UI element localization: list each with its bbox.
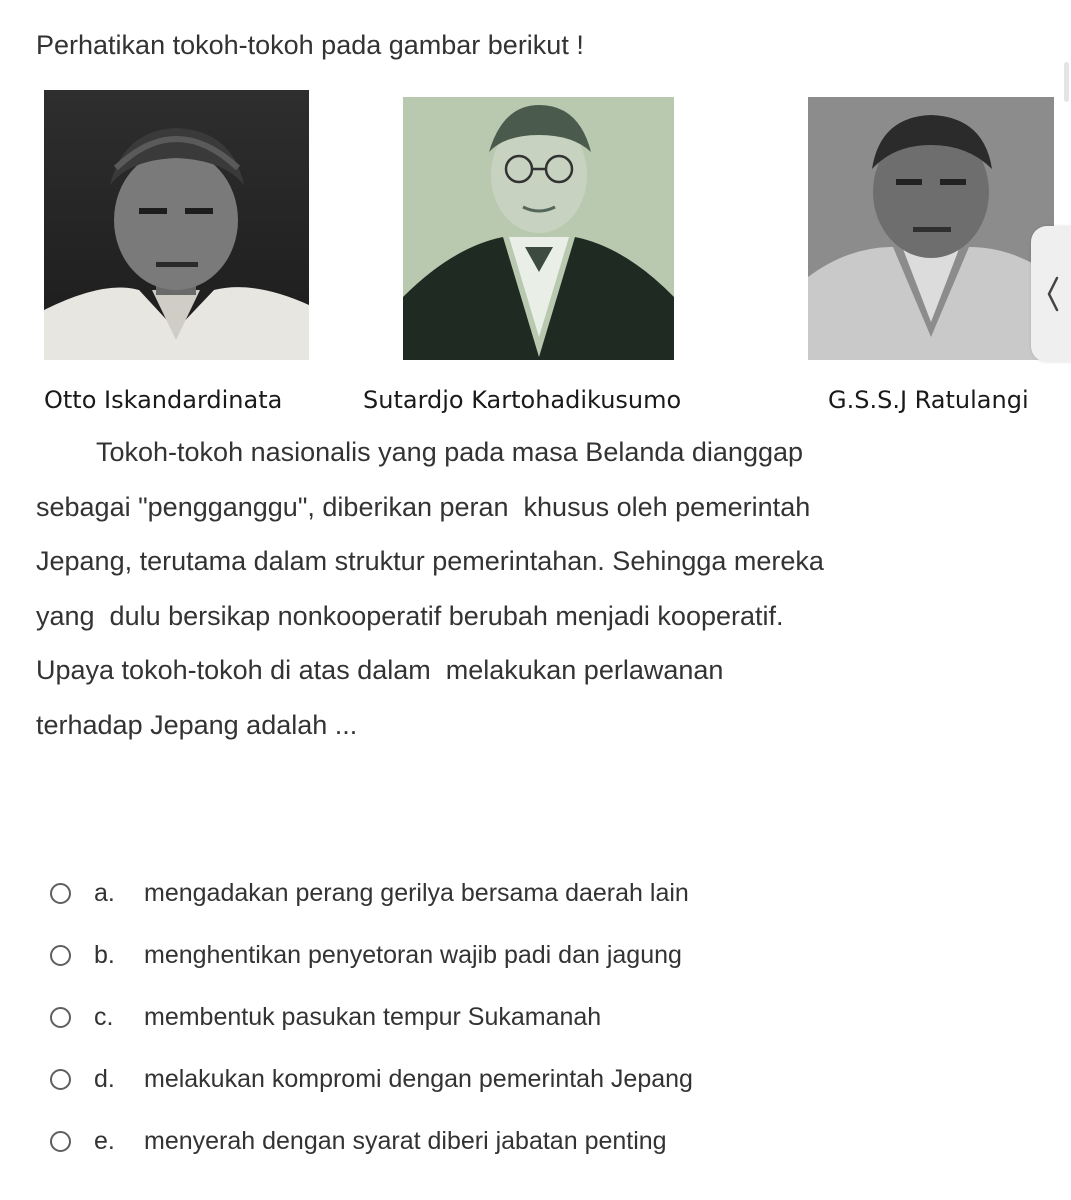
figure-caption-3: G.S.S.J Ratulangi <box>828 386 1029 414</box>
option-text: mengadakan perang gerilya bersama daerah lain <box>144 878 689 907</box>
option-letter: e. <box>94 1126 115 1155</box>
option-c[interactable] <box>50 986 950 1048</box>
figure-caption-2: Sutardjo Kartohadikusumo <box>363 386 682 414</box>
chevron-left-icon <box>1045 276 1061 312</box>
option-letter: c. <box>94 1002 114 1031</box>
radio-button[interactable] <box>50 1069 71 1090</box>
radio-button[interactable] <box>50 945 71 966</box>
option-b[interactable] <box>50 924 950 986</box>
answer-options <box>50 862 950 1172</box>
option-a[interactable] <box>50 862 950 924</box>
portrait-gssj-ratulangi <box>808 97 1054 360</box>
option-letter: d. <box>94 1064 115 1093</box>
option-e[interactable] <box>50 1110 950 1172</box>
scrollbar[interactable] <box>1064 62 1069 102</box>
figure-caption-1: Otto Iskandardinata <box>44 386 283 414</box>
portrait-sutardjo-kartohadikusumo <box>403 97 674 360</box>
option-letter: a. <box>94 878 115 907</box>
radio-button[interactable] <box>50 883 71 904</box>
option-letter: b. <box>94 940 115 969</box>
question-title: Perhatikan tokoh-tokoh pada gambar berikut ! <box>36 30 584 60</box>
option-text: melakukan kompromi dengan pemerintah Jepang <box>144 1064 693 1093</box>
option-text: membentuk pasukan tempur Sukamanah <box>144 1002 602 1031</box>
question-paragraph: Tokoh-tokoh nasionalis yang pada masa Belanda dianggap sebagai "pengganggu", diberikan peran khusus oleh pemerintah Jepang, terutama dalam struktur pemerintahan. Sehingga mereka yang dulu bersikap nonkooperatif berubah menjadi kooperatif. Upaya tokoh-tokoh di atas dalam melakukan perlawanan terhadap Jepang adalah ... <box>36 437 832 740</box>
option-text: menghentikan penyetoran wajib padi dan jagung <box>144 940 682 969</box>
option-d[interactable] <box>50 1048 950 1110</box>
option-text: menyerah dengan syarat diberi jabatan penting <box>144 1126 667 1155</box>
radio-button[interactable] <box>50 1131 71 1152</box>
radio-button[interactable] <box>50 1007 71 1028</box>
side-panel-handle[interactable] <box>1031 226 1071 362</box>
portrait-otto-iskandardinata <box>44 90 309 360</box>
